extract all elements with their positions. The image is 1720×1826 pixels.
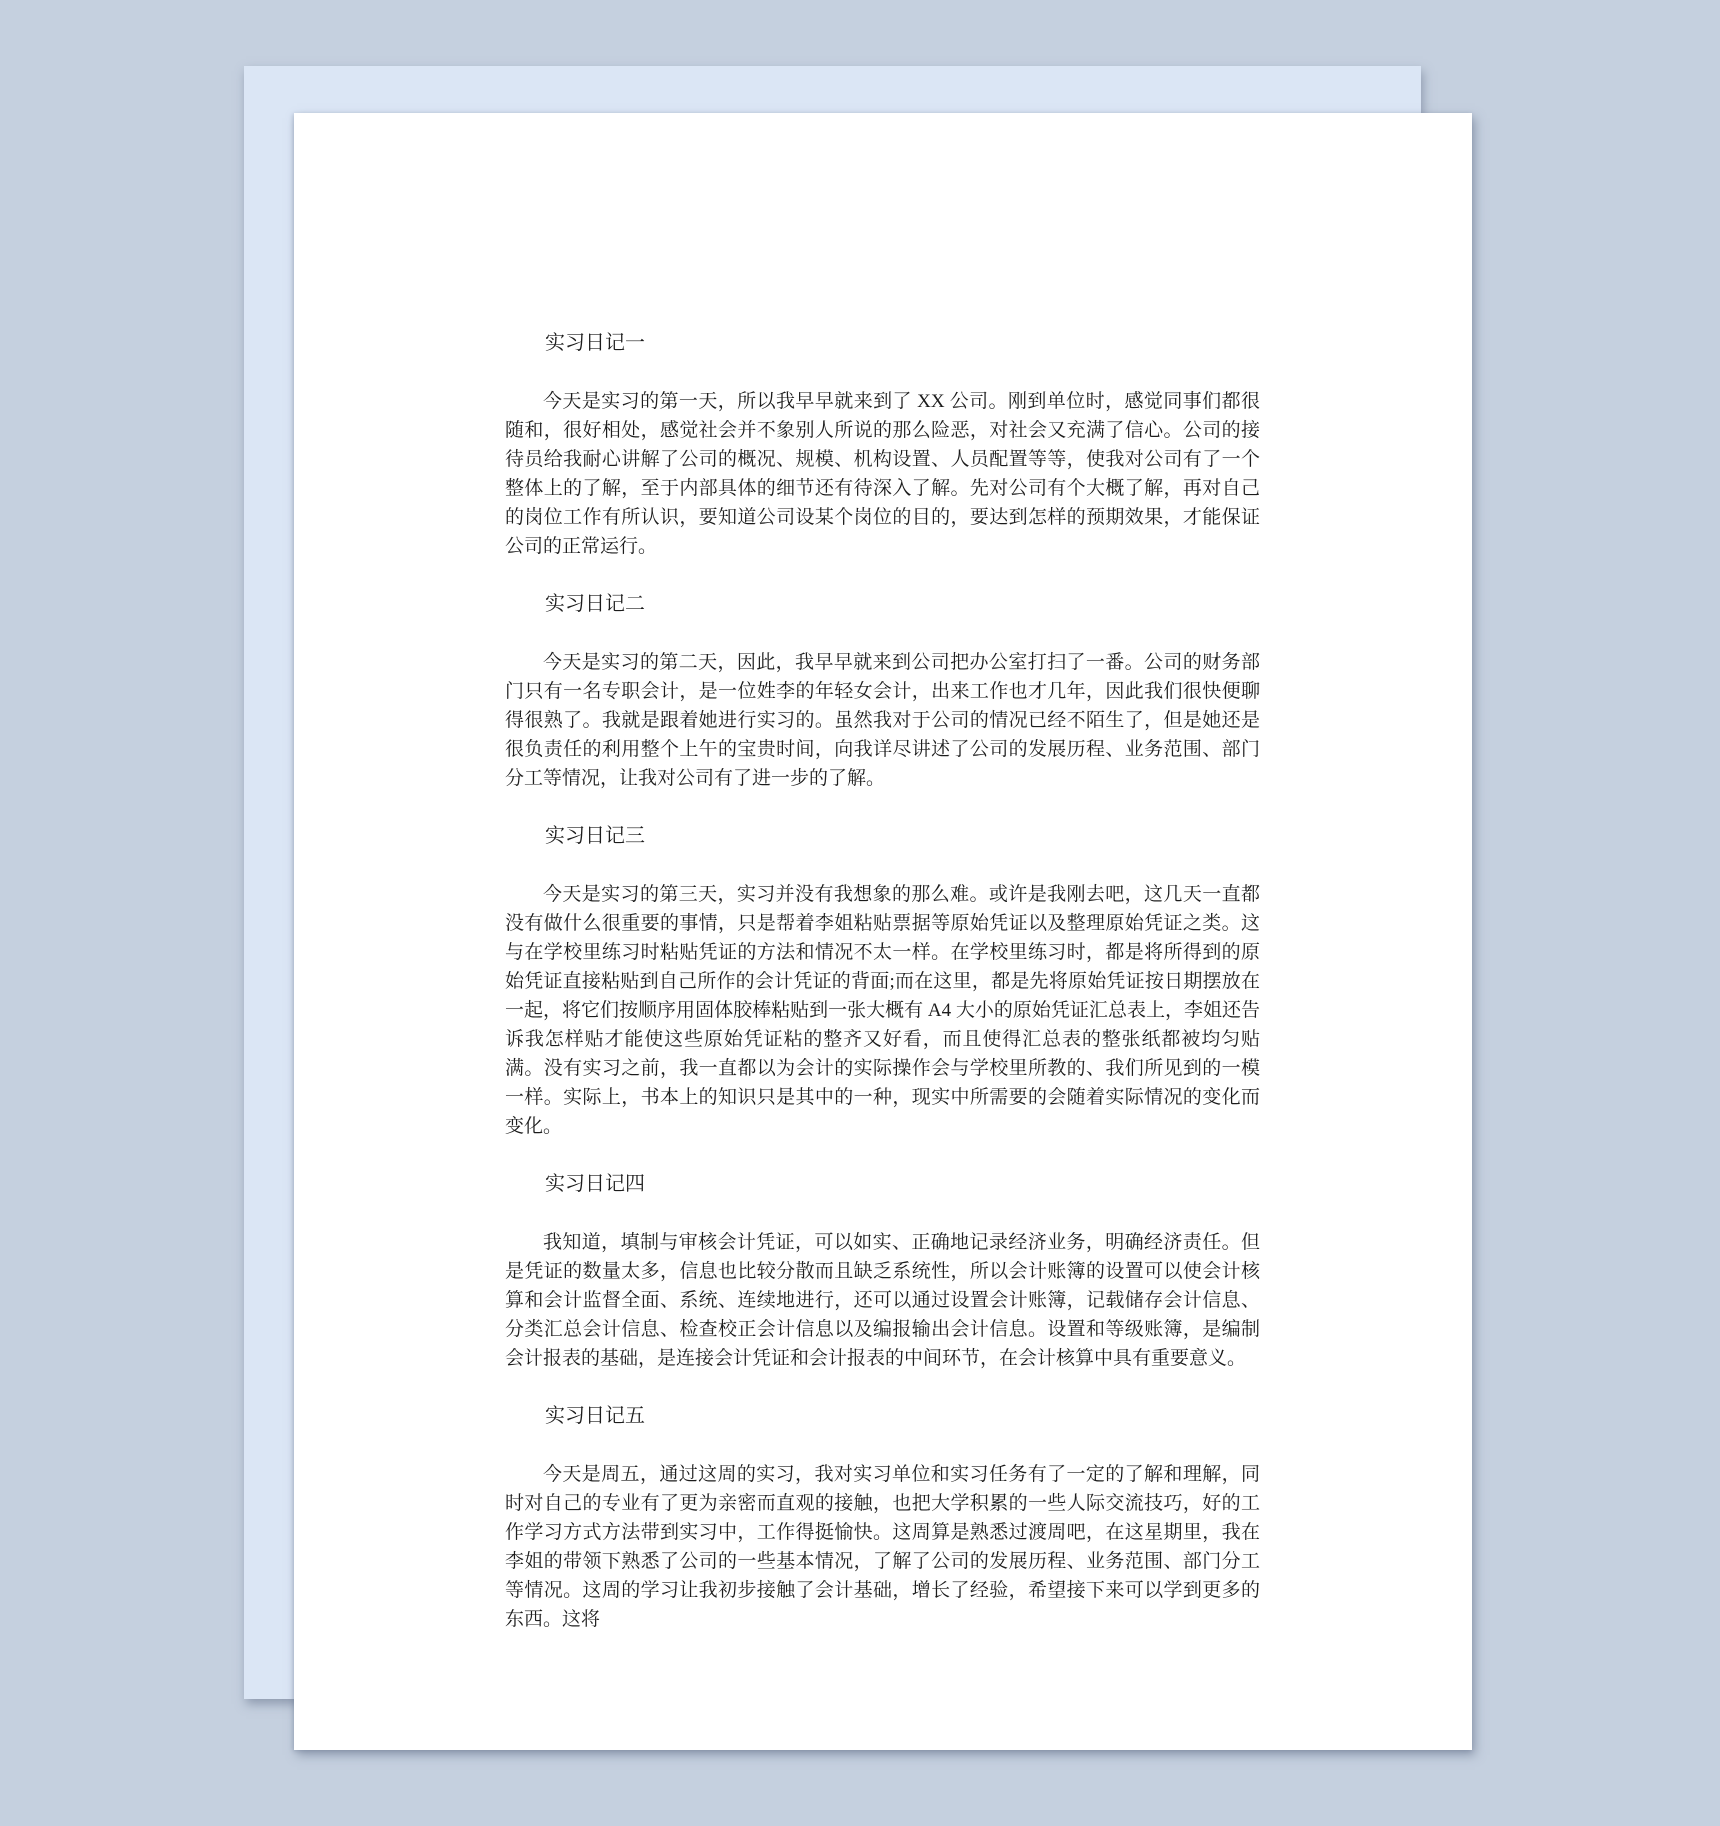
diary-heading: 实习日记四 <box>545 1173 645 1195</box>
diary-paragraph: 我知道，填制与审核会计凭证，可以如实、正确地记录经济业务，明确经济责任。但是凭证的数量太多，信息也比较分散而且缺乏系统性，所以会计账簿的设置可以使会计核算和会计监督全面、系统、连续地进行，还可以通过设置会计账簿，记载储存会计信息、分类汇总会计信息、检查校正会计信息以及编报输出会计信息。设置和等级账簿，是编制会计报表的基础，是连接会计凭证和会计报表的中间环节，在会计核算中具有重要意义。 <box>505 1232 1260 1369</box>
diary-heading: 实习日记五 <box>545 1405 645 1427</box>
diary-paragraph: 今天是周五，通过这周的实习，我对实习单位和实习任务有了一定的了解和理解，同时对自己的专业有了更为亲密而直观的接触，也把大学积累的一些人际交流技巧，好的工作学习方式方法带到实习中，工作得挺愉快。这周算是熟悉过渡周吧，在这星期里，我在李姐的带领下熟悉了公司的一些基本情况，了解了公司的发展历程、业务范围、部门分工等情况。这周的学习让我初步接触了会计基础，增长了经验，希望接下来可以学到更多的东西。这将 <box>505 1464 1260 1630</box>
diary-paragraph: 今天是实习的第三天，实习并没有我想象的那么难。或许是我刚去吧，这几天一直都没有做什么很重要的事情，只是帮着李姐粘贴票据等原始凭证以及整理原始凭证之类。这与在学校里练习时粘贴凭证的方法和情况不太一样。在学校里练习时，都是将所得到的原始凭证直接粘贴到自己所作的会计凭证的背面;而在这里，都是先将原始凭证按日期摆放在一起，将它们按顺序用固体胶棒粘贴到一张大概有 A4 大小的原始凭证汇总表上，李姐还告诉我怎样贴才能使这些原始凭证粘的整齐又好看，而且使得汇总表的整张纸都被均匀贴满。没有实习之前，我一直都以为会计的实际操作会与学校里所教的、我们所见到的一模一样。实际上，书本上的知识只是其中的一种，现实中所需要的会随着实际情况的变化而变化。 <box>505 884 1260 1137</box>
diary-heading: 实习日记三 <box>545 825 645 847</box>
document-content <box>505 113 1260 1634</box>
diary-heading: 实习日记二 <box>545 593 645 615</box>
diary-paragraph: 今天是实习的第二天，因此，我早早就来到公司把办公室打扫了一番。公司的财务部门只有一名专职会计，是一位姓李的年轻女会计，出来工作也才几年，因此我们很快便聊得很熟了。我就是跟着她进行实习的。虽然我对于公司的情况已经不陌生了，但是她还是很负责任的利用整个上午的宝贵时间，向我详尽讲述了公司的发展历程、业务范围、部门分工等情况，让我对公司有了进一步的了解。 <box>505 652 1260 789</box>
diary-heading: 实习日记一 <box>545 332 645 354</box>
diary-section <box>505 822 1260 1141</box>
diary-section <box>505 1170 1260 1373</box>
diary-section <box>505 1402 1260 1634</box>
diary-section <box>505 590 1260 793</box>
diary-paragraph: 今天是实习的第一天，所以我早早就来到了 XX 公司。刚到单位时，感觉同事们都很随和，很好相处，感觉社会并不象别人所说的那么险恶，对社会又充满了信心。公司的接待员给我耐心讲解了公司的概况、规模、机构设置、人员配置等等，使我对公司有了一个整体上的了解，至于内部具体的细节还有待深入了解。先对公司有个大概了解，再对自己的岗位工作有所认识，要知道公司设某个岗位的目的，要达到怎样的预期效果，才能保证公司的正常运行。 <box>505 391 1260 557</box>
diary-section <box>505 329 1260 561</box>
document-page <box>294 113 1472 1750</box>
